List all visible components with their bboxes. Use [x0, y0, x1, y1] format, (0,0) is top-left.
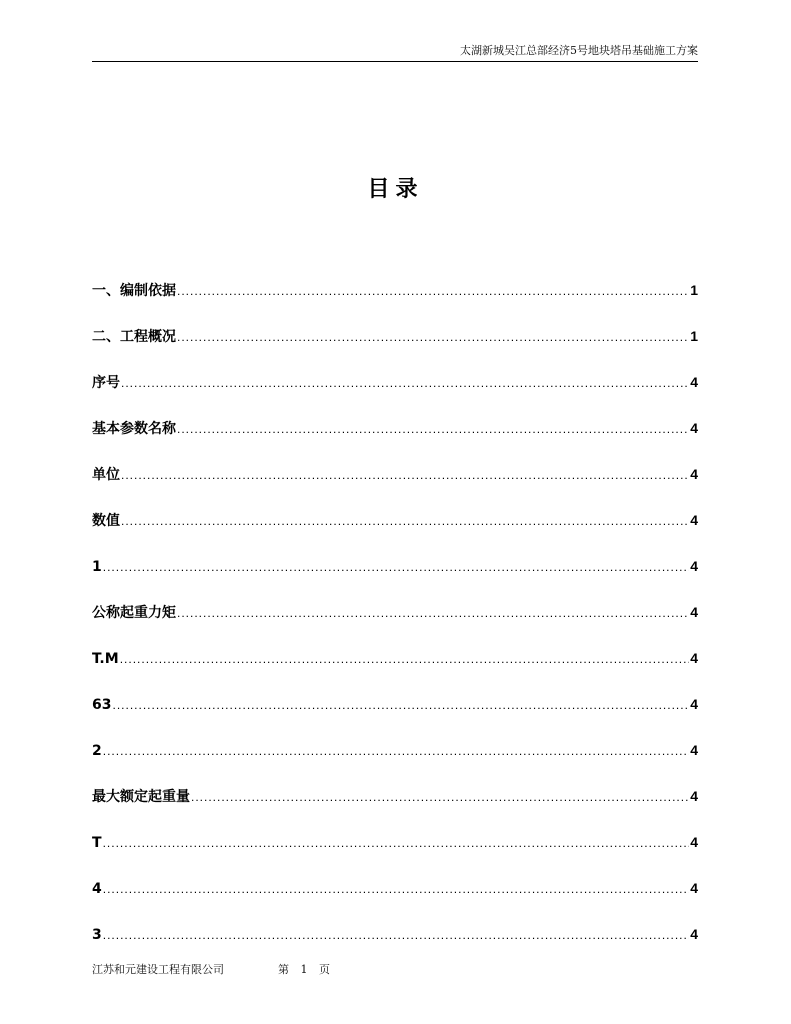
toc-entry-text: 一、编制依据 [92, 283, 176, 299]
toc-entry-page: 4 [690, 466, 698, 482]
toc-entry[interactable] [92, 740, 698, 786]
toc-entry[interactable] [92, 602, 698, 648]
toc-entry-page: 4 [690, 420, 698, 436]
toc-dot-leader [103, 879, 689, 899]
toc-entry-text: 数值 [92, 513, 120, 529]
toc-dot-leader [177, 281, 689, 301]
toc-entry-text: 二、工程概况 [92, 329, 176, 345]
toc-entry[interactable] [92, 326, 698, 372]
toc-entry-text: 2 [92, 743, 102, 759]
toc-dot-leader [121, 511, 689, 531]
toc-dot-leader [103, 833, 690, 853]
toc-entry-text: 单位 [92, 467, 120, 483]
running-header-title: 太湖新城吴江总部经济5号地块塔吊基础施工方案 [460, 44, 698, 57]
toc-entry-page: 4 [690, 788, 698, 804]
toc-entry[interactable] [92, 280, 698, 326]
toc-dot-leader [121, 465, 689, 485]
toc-entry-text: 最大额定起重量 [92, 789, 190, 805]
footer-page-suffix: 页 [319, 963, 330, 976]
toc-list [92, 280, 698, 970]
footer-page-prefix: 第 [278, 963, 289, 976]
toc-entry-page: 4 [690, 926, 698, 942]
toc-entry-text: T [92, 835, 102, 851]
toc-entry-text: 基本参数名称 [92, 421, 176, 437]
toc-entry-page: 1 [690, 328, 698, 344]
toc-entry-text: 63 [92, 697, 112, 713]
toc-entry-page: 4 [690, 834, 698, 850]
toc-entry-text: 3 [92, 927, 102, 943]
toc-entry[interactable] [92, 786, 698, 832]
toc-dot-leader [103, 925, 689, 945]
toc-entry[interactable] [92, 878, 698, 924]
toc-dot-leader [112, 695, 689, 715]
toc-entry-text: T.M [92, 651, 119, 667]
toc-dot-leader [177, 419, 689, 439]
toc-entry-text: 1 [92, 559, 102, 575]
toc-entry[interactable] [92, 510, 698, 556]
footer-page-value: 1 [300, 963, 308, 976]
toc-dot-leader [191, 787, 689, 807]
toc-dot-leader [120, 649, 690, 669]
toc-entry-text: 公称起重力矩 [92, 605, 176, 621]
toc-entry[interactable] [92, 556, 698, 602]
toc-entry[interactable] [92, 694, 698, 740]
toc-dot-leader [177, 327, 689, 347]
toc-entry-page: 4 [690, 512, 698, 528]
toc-entry-text: 4 [92, 881, 102, 897]
toc-entry-page: 1 [690, 282, 698, 298]
toc-dot-leader [121, 373, 689, 393]
toc-entry-page: 4 [690, 558, 698, 574]
toc-entry-page: 4 [690, 742, 698, 758]
footer-page-number [278, 963, 330, 977]
toc-entry-text: 序号 [92, 375, 120, 391]
toc-dot-leader [177, 603, 689, 623]
toc-title: 目录 [367, 177, 424, 202]
footer-company: 江苏和元建设工程有限公司 [92, 963, 224, 976]
toc-dot-leader [103, 557, 689, 577]
header-rule [92, 61, 698, 62]
toc-entry-page: 4 [690, 374, 698, 390]
toc-entry-page: 4 [690, 650, 698, 666]
toc-entry[interactable] [92, 464, 698, 510]
toc-entry-page: 4 [690, 604, 698, 620]
toc-entry[interactable] [92, 418, 698, 464]
toc-entry[interactable] [92, 372, 698, 418]
toc-entry[interactable] [92, 832, 698, 878]
toc-entry[interactable] [92, 648, 698, 694]
toc-entry-page: 4 [690, 696, 698, 712]
toc-entry-page: 4 [690, 880, 698, 896]
toc-dot-leader [103, 741, 689, 761]
